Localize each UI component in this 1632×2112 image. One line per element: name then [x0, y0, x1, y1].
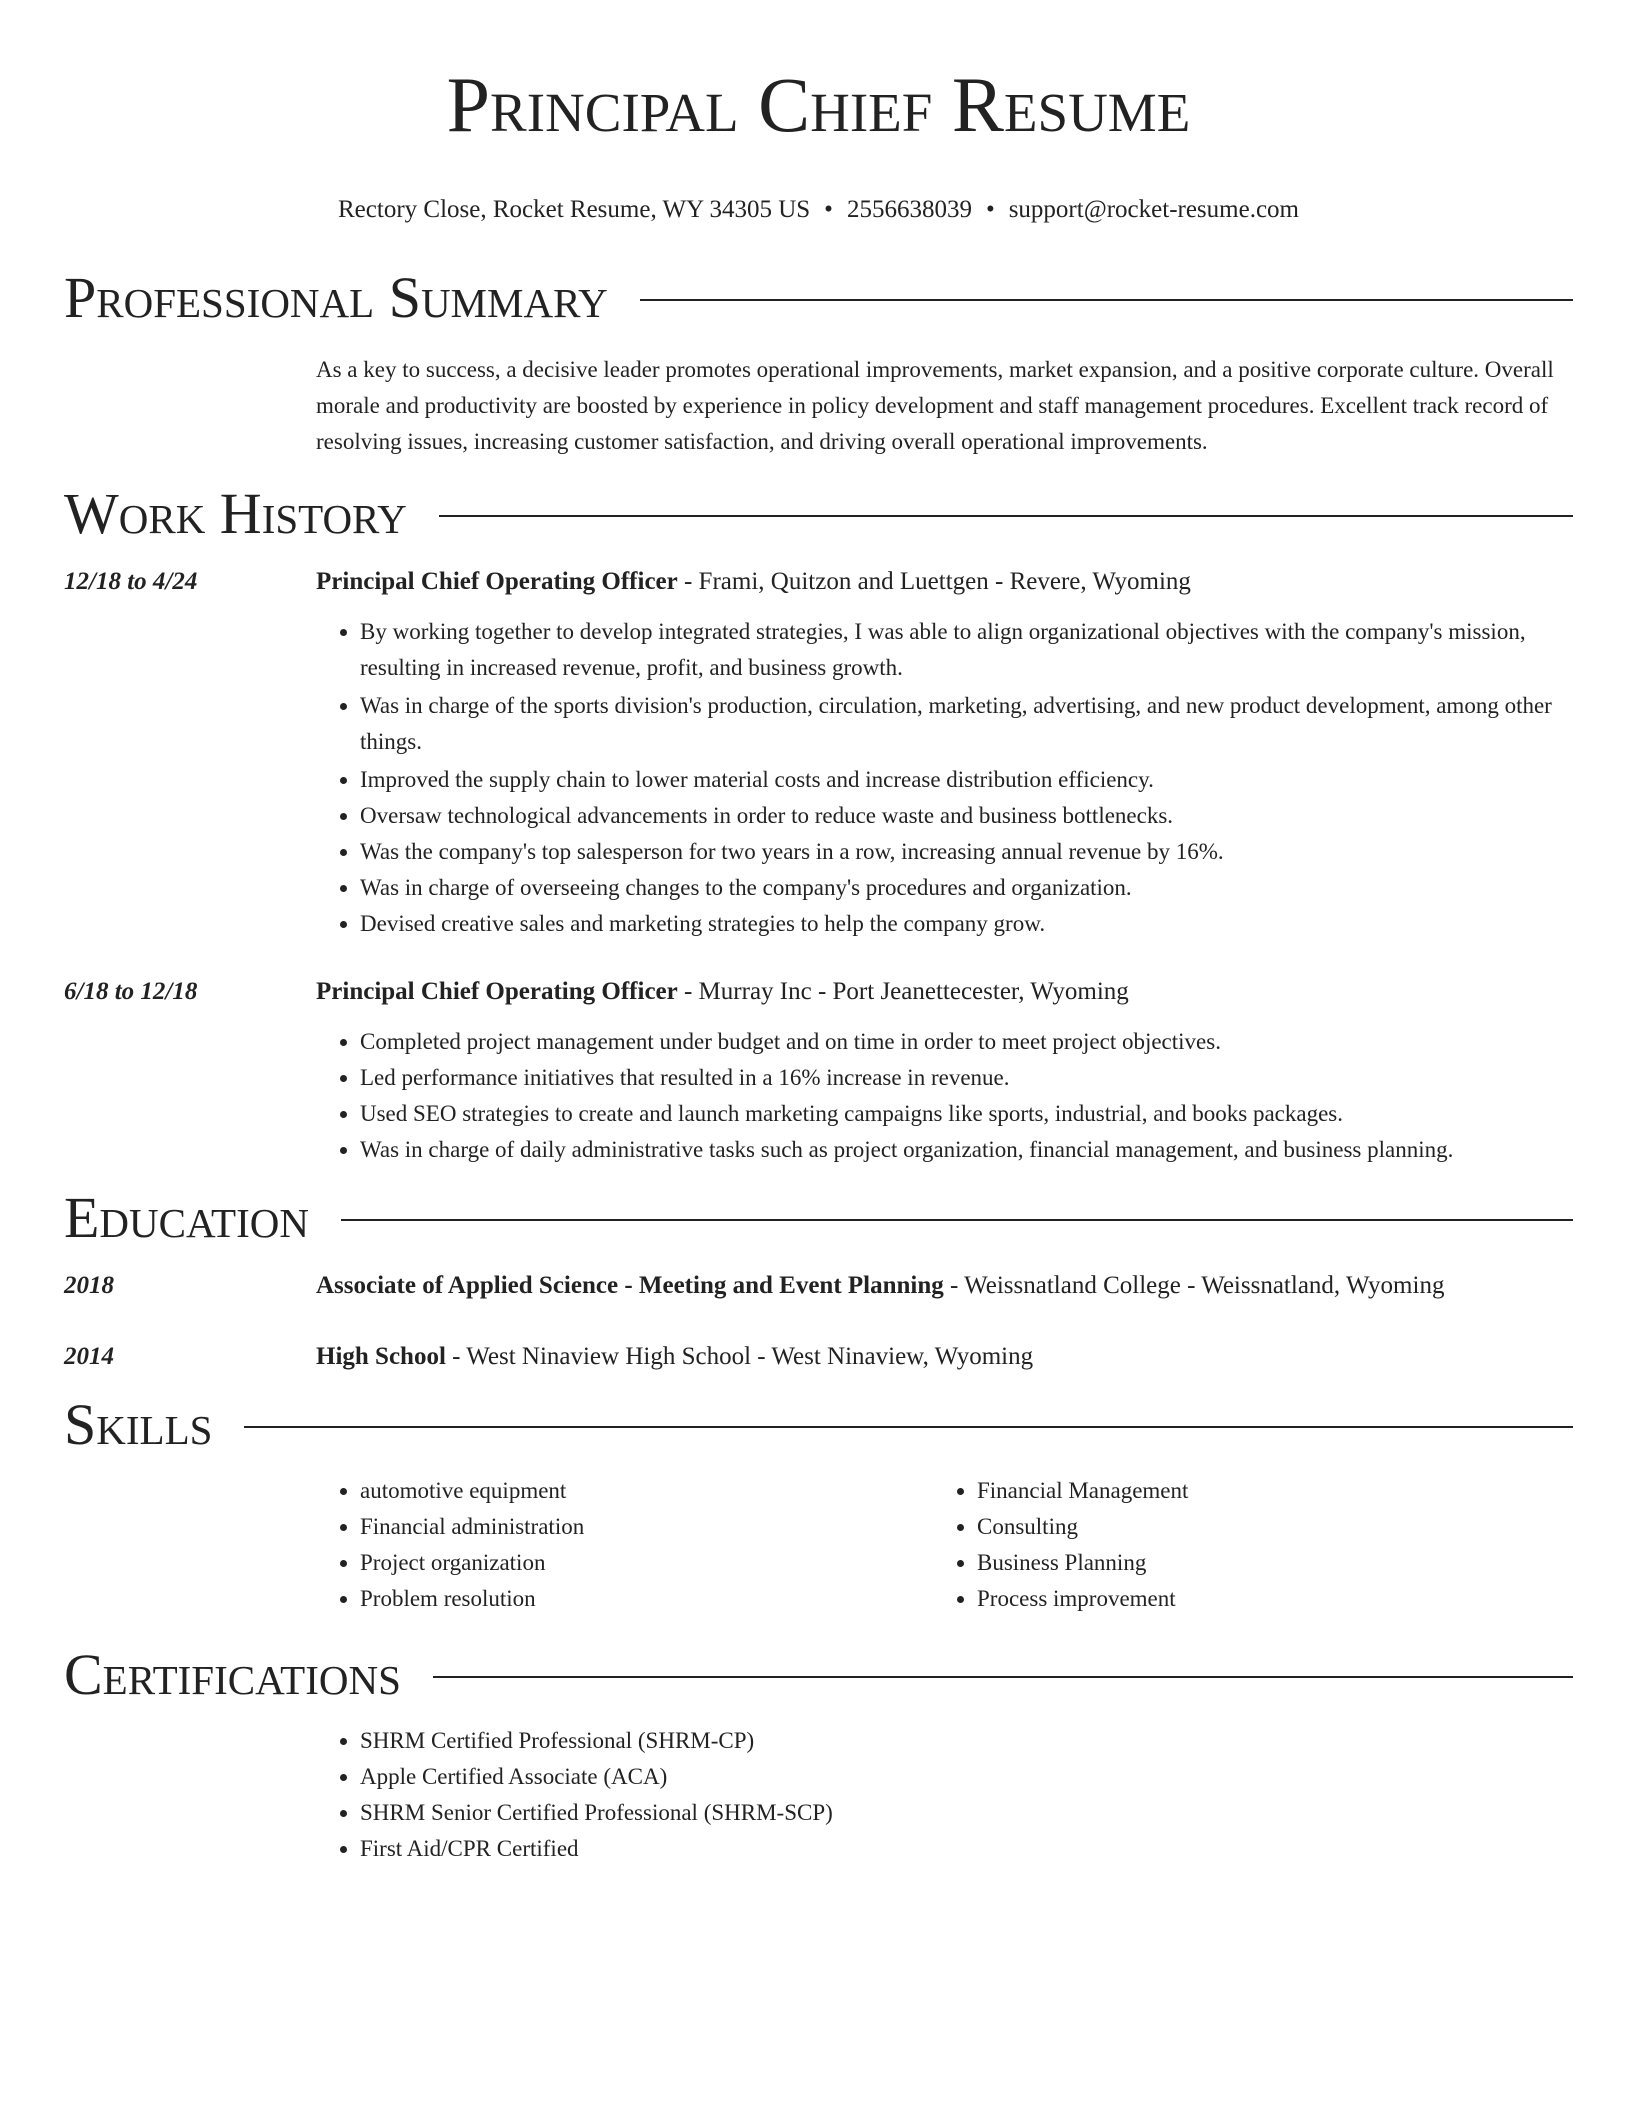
list-item: • Used SEO strategies to create and launch marketing campaigns like sports, industrial, and books packages.: [360, 1096, 1573, 1132]
summary-text: As a key to success, a decisive leader promotes operational improvements, market expansion, and a positive corporate culture. Overall morale and productivity are boosted by experience in policy development and staff management procedures. Excellent track record of resolving issues, increasing customer satisfaction, and driving overall operational improvements.: [316, 357, 1554, 454]
job-company-location: - Frami, Quitzon and Luettgen - Revere, Wyoming: [677, 568, 1191, 595]
job-title: Principal Chief Operating Officer: [316, 978, 678, 1005]
list-item: • Was in charge of the sports division's production, circulation, marketing, advertising, and new product development, among other things.: [360, 688, 1573, 760]
summary-section-header: [64, 266, 1573, 330]
skills-column-right: [933, 1473, 1550, 1617]
list-item: • Devised creative sales and marketing strategies to help the company grow.: [360, 906, 1573, 942]
list-item: • Was in charge of overseeing changes to the company's procedures and organization.: [360, 870, 1573, 906]
skills-list: [316, 1473, 1573, 1617]
section-divider: [640, 299, 1573, 301]
school-location: - Weissnatland College - Weissnatland, Wyoming: [943, 1272, 1445, 1299]
list-item: • Project organization: [360, 1545, 933, 1581]
work-entry: [64, 564, 1573, 942]
skills-section-header: [64, 1393, 1573, 1457]
list-item: • Apple Certified Associate (ACA): [360, 1759, 1573, 1795]
contact-separator: •: [985, 196, 995, 223]
list-item: • automotive equipment: [360, 1473, 933, 1509]
certifications-section-header: [64, 1643, 1573, 1707]
education-year: 2014: [64, 1343, 114, 1370]
section-divider: [244, 1426, 1573, 1428]
education-section-header: [64, 1186, 1573, 1250]
skills-column-left: [316, 1473, 933, 1617]
job-bullets: [316, 614, 1573, 942]
section-divider: [433, 1676, 1573, 1678]
education-title-line: [316, 1268, 1444, 1304]
list-item: • Was in charge of daily administrative tasks such as project organization, financial management, and business planning.: [360, 1132, 1573, 1168]
job-bullets: [316, 1024, 1573, 1168]
degree: Associate of Applied Science - Meeting and Event Planning: [316, 1272, 944, 1299]
list-item: • Problem resolution: [360, 1581, 933, 1617]
summary-heading: Professional Summary: [64, 265, 608, 330]
list-item: • Improved the supply chain to lower material costs and increase distribution efficiency.: [360, 762, 1573, 798]
certifications-heading: Certifications: [64, 1642, 401, 1707]
education-heading: Education: [64, 1185, 309, 1250]
education-title-line: [316, 1339, 1033, 1375]
contact-address: Rectory Close, Rocket Resume, WY 34305 US: [338, 196, 811, 223]
list-item: • Financial administration: [360, 1509, 933, 1545]
work-dates: 6/18 to 12/18: [64, 978, 198, 1005]
list-item: • By working together to develop integrated strategies, I was able to align organizational objectives with the company's mission, resulting in increased revenue, profit, and business growth.: [360, 614, 1573, 686]
job-title: Principal Chief Operating Officer: [316, 568, 678, 595]
education-entry: [64, 1339, 1573, 1375]
contact-phone: 2556638039: [846, 196, 972, 223]
list-item: • Financial Management: [977, 1473, 1550, 1509]
degree: High School: [316, 1343, 446, 1370]
skills-heading: Skills: [64, 1392, 213, 1457]
list-item: • First Aid/CPR Certified: [360, 1831, 1573, 1867]
list-item: • Completed project management under budget and on time in order to meet project objectives.: [360, 1024, 1573, 1060]
work-title-line: [316, 974, 1129, 1010]
work-heading: Work History: [64, 481, 407, 546]
list-item: • Led performance initiatives that resulted in a 16% increase in revenue.: [360, 1060, 1573, 1096]
list-item: • Consulting: [977, 1509, 1550, 1545]
list-item: • Was the company's top salesperson for two years in a row, increasing annual revenue by 16%.: [360, 834, 1573, 870]
contact-line: [64, 194, 1573, 226]
work-title-line: [316, 564, 1191, 600]
section-divider: [439, 515, 1573, 517]
list-item: • SHRM Certified Professional (SHRM-CP): [360, 1723, 1573, 1759]
list-item: • SHRM Senior Certified Professional (SHRM-SCP): [360, 1795, 1573, 1831]
contact-email[interactable]: support@rocket-resume.com: [1008, 196, 1299, 223]
list-item: • Business Planning: [977, 1545, 1550, 1581]
certifications-list: [316, 1723, 1573, 1867]
education-year: 2018: [64, 1272, 114, 1299]
list-item: • Oversaw technological advancements in order to reduce waste and business bottlenecks.: [360, 798, 1573, 834]
work-dates: 12/18 to 4/24: [64, 568, 198, 595]
section-divider: [341, 1219, 1573, 1221]
work-section-header: [64, 482, 1573, 546]
work-entry: [64, 974, 1573, 1168]
school-location: - West Ninaview High School - West Ninaview, Wyoming: [445, 1343, 1034, 1370]
education-entry: [64, 1268, 1573, 1304]
resume-title: Principal Chief Resume: [446, 61, 1191, 148]
resume-page: [64, 0, 1573, 1867]
contact-separator: •: [824, 196, 833, 223]
list-item: • Process improvement: [977, 1581, 1550, 1617]
job-company-location: - Murray Inc - Port Jeanettecester, Wyoming: [677, 978, 1129, 1005]
